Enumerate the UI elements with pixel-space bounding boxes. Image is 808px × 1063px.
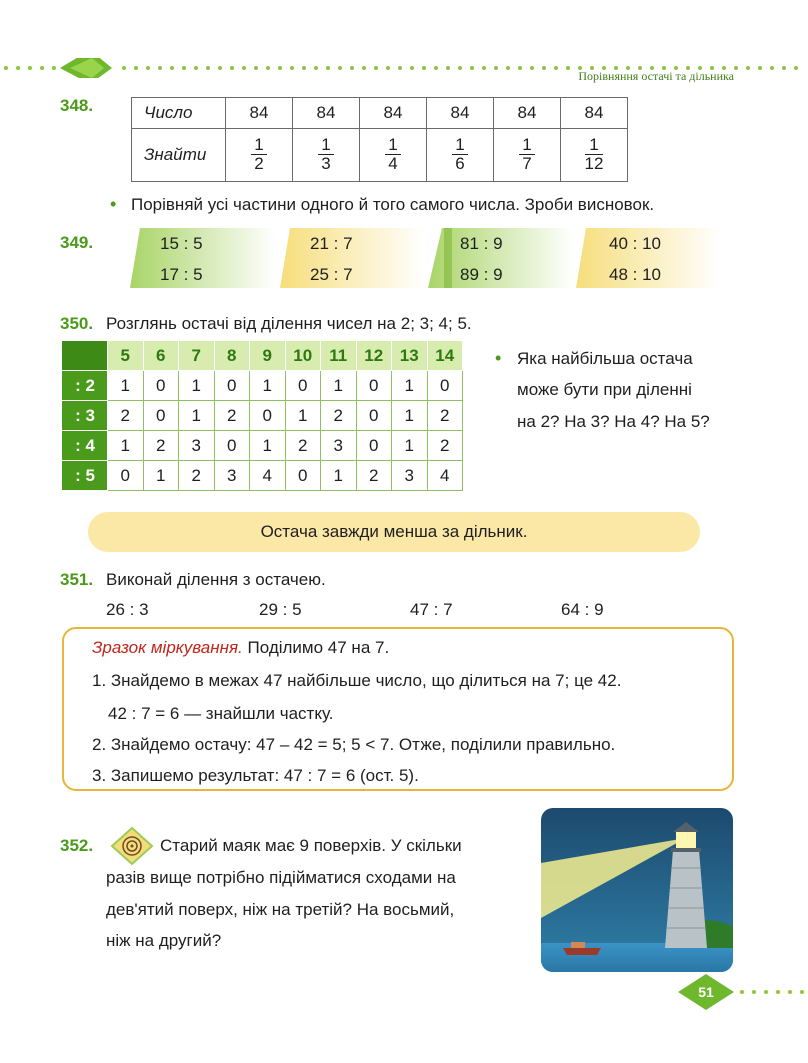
numerator: 1 (385, 136, 400, 155)
task-351: Виконай ділення з остачею. (106, 570, 326, 589)
table-row (62, 461, 463, 491)
numerator: 1 (452, 136, 467, 155)
task-352-line: Старий маяк має 9 поверхів. У скільки (160, 836, 462, 855)
table-cell: 0 (427, 371, 463, 401)
header-cell: 11 (321, 341, 357, 371)
table-cell: 84 (226, 98, 293, 129)
lighthouse-image (541, 808, 733, 972)
expression: 81 : 9 (460, 234, 503, 253)
table-cell: 1 (321, 371, 357, 401)
table-cell: 2 (143, 431, 179, 461)
sample-label: Зразок міркування. (92, 638, 243, 657)
expression: 26 : 3 (106, 600, 149, 619)
question-line: може бути при діленні (517, 380, 692, 399)
table-cell: 2 (427, 401, 463, 431)
table-348 (131, 97, 628, 182)
table-cell: 84 (494, 98, 561, 129)
table-cell: 0 (143, 371, 179, 401)
row-header: : 4 (62, 431, 108, 461)
row-header: : 2 (62, 371, 108, 401)
header-cell: 13 (392, 341, 428, 371)
numerator: 1 (519, 136, 534, 155)
expression-card (130, 228, 275, 288)
step-line: 1. Знайдемо в межах 47 найбільше число, що ділиться на 7; це 42. (92, 671, 622, 690)
fraction-cell (360, 129, 427, 182)
table-cell: 1 (179, 401, 215, 431)
row-label-number: Число (132, 98, 226, 129)
bullet-icon: • (110, 194, 117, 214)
bullet-icon: • (495, 348, 502, 368)
fraction-cell (561, 129, 628, 182)
denominator: 7 (522, 154, 532, 173)
table-cell: 3 (179, 431, 215, 461)
table-cell: 0 (214, 371, 250, 401)
denominator: 4 (388, 154, 398, 173)
table-cell: 0 (108, 461, 144, 491)
table-cell: 1 (250, 371, 286, 401)
header-cell: 7 (179, 341, 215, 371)
table-cell: 0 (285, 371, 321, 401)
task-350: Розглянь остачі від ділення чисел на 2; 3; 4; 5. (106, 314, 472, 333)
header-cell: 12 (356, 341, 392, 371)
table-row (62, 431, 463, 461)
expression: 15 : 5 (160, 234, 203, 253)
expression: 89 : 9 (460, 265, 503, 284)
table-cell: 1 (285, 401, 321, 431)
table-cell: 0 (356, 371, 392, 401)
table-row (62, 401, 463, 431)
exercise-number-352: 352. (60, 836, 94, 855)
expression: 21 : 7 (310, 234, 353, 253)
task-352-line: разів вище потрібно підійматися сходами на (106, 868, 456, 887)
table-cell: 3 (392, 461, 428, 491)
exercise-number-349: 349. (60, 233, 94, 252)
step-line: 42 : 7 = 6 — знайшли частку. (108, 704, 334, 723)
header-cell: 9 (250, 341, 286, 371)
fraction-cell (226, 129, 293, 182)
table-cell: 2 (214, 401, 250, 431)
table-cell: 84 (561, 98, 628, 129)
corner-cell (62, 341, 108, 371)
table-cell: 2 (356, 461, 392, 491)
table-cell: 0 (285, 461, 321, 491)
table-cell: 1 (250, 431, 286, 461)
row-header: : 3 (62, 401, 108, 431)
page-number: 51 (698, 984, 714, 1000)
header-cell: 5 (108, 341, 144, 371)
exercise-number-351: 351. (60, 570, 94, 589)
exercise-number-348: 348. (60, 96, 94, 115)
row-header: : 5 (62, 461, 108, 491)
table-cell: 2 (427, 431, 463, 461)
table-cell: 84 (427, 98, 494, 129)
table-cell: 1 (321, 461, 357, 491)
table-cell: 2 (108, 401, 144, 431)
task-348: Порівняй усі частини одного й того самого числа. Зроби висновок. (131, 195, 655, 214)
expression: 47 : 7 (410, 600, 453, 619)
denominator: 3 (321, 154, 331, 173)
expression-card (280, 228, 425, 288)
section-title: Порівняння остачі та дільника (578, 69, 734, 83)
numerator: 1 (318, 136, 333, 155)
fraction-cell (293, 129, 360, 182)
header-cell: 6 (143, 341, 179, 371)
table-cell: 0 (356, 431, 392, 461)
expression: 29 : 5 (259, 600, 302, 619)
table-cell: 0 (356, 401, 392, 431)
task-352-line: ніж на другий? (106, 931, 222, 950)
spiral-task-icon (110, 826, 154, 866)
table-cell: 2 (321, 401, 357, 431)
expression-card (576, 228, 721, 288)
denominator: 12 (584, 154, 604, 173)
rule-box: Остача завжди менша за дільник. (88, 512, 700, 552)
fraction-cell (427, 129, 494, 182)
table-cell: 0 (143, 401, 179, 431)
fraction-cell (494, 129, 561, 182)
denominator: 2 (254, 154, 264, 173)
remainders-table (61, 340, 463, 491)
table-cell: 4 (427, 461, 463, 491)
numerator: 1 (585, 136, 604, 155)
table-cell: 1 (108, 431, 144, 461)
table-row (62, 371, 463, 401)
table-cell: 1 (179, 371, 215, 401)
step-line: 2. Знайдемо остачу: 47 – 42 = 5; 5 < 7. Отже, поділили правильно. (92, 735, 616, 754)
table-cell: 84 (360, 98, 427, 129)
task-352-line: дев'ятий поверх, ніж на третій? На восьмий, (106, 900, 455, 919)
header-cell: 10 (285, 341, 321, 371)
exercise-number-350: 350. (60, 314, 94, 333)
table-cell: 1 (392, 371, 428, 401)
row-label-find: Знайти (132, 129, 226, 182)
header-cell: 8 (214, 341, 250, 371)
table-cell: 0 (214, 431, 250, 461)
table-cell: 1 (392, 401, 428, 431)
expression: 25 : 7 (310, 265, 353, 284)
table-cell: 1 (143, 461, 179, 491)
denominator: 6 (455, 154, 465, 173)
header-cell: 14 (427, 341, 463, 371)
table-cell: 0 (250, 401, 286, 431)
table-cell: 2 (179, 461, 215, 491)
sample-reasoning-box (62, 627, 734, 791)
expression-card (428, 228, 573, 288)
lighthouse-illustration (541, 808, 733, 972)
table-cell: 84 (293, 98, 360, 129)
table-cell: 1 (392, 431, 428, 461)
numerator: 1 (251, 136, 266, 155)
table-cell: 2 (285, 431, 321, 461)
sample-header (92, 638, 389, 658)
expression: 64 : 9 (561, 600, 604, 619)
expression: 17 : 5 (160, 265, 203, 284)
expression: 48 : 10 (609, 265, 661, 284)
expression: 40 : 10 (609, 234, 661, 253)
table-cell: 4 (250, 461, 286, 491)
table-cell: 3 (214, 461, 250, 491)
table-cell: 3 (321, 431, 357, 461)
question-line: на 2? На 3? На 4? На 5? (517, 412, 710, 431)
step-line: 3. Запишемо результат: 47 : 7 = 6 (ост. 5). (92, 766, 419, 785)
question-line: Яка найбільша остача (517, 349, 693, 368)
sample-intro: Поділимо 47 на 7. (247, 638, 390, 657)
table-cell: 1 (108, 371, 144, 401)
